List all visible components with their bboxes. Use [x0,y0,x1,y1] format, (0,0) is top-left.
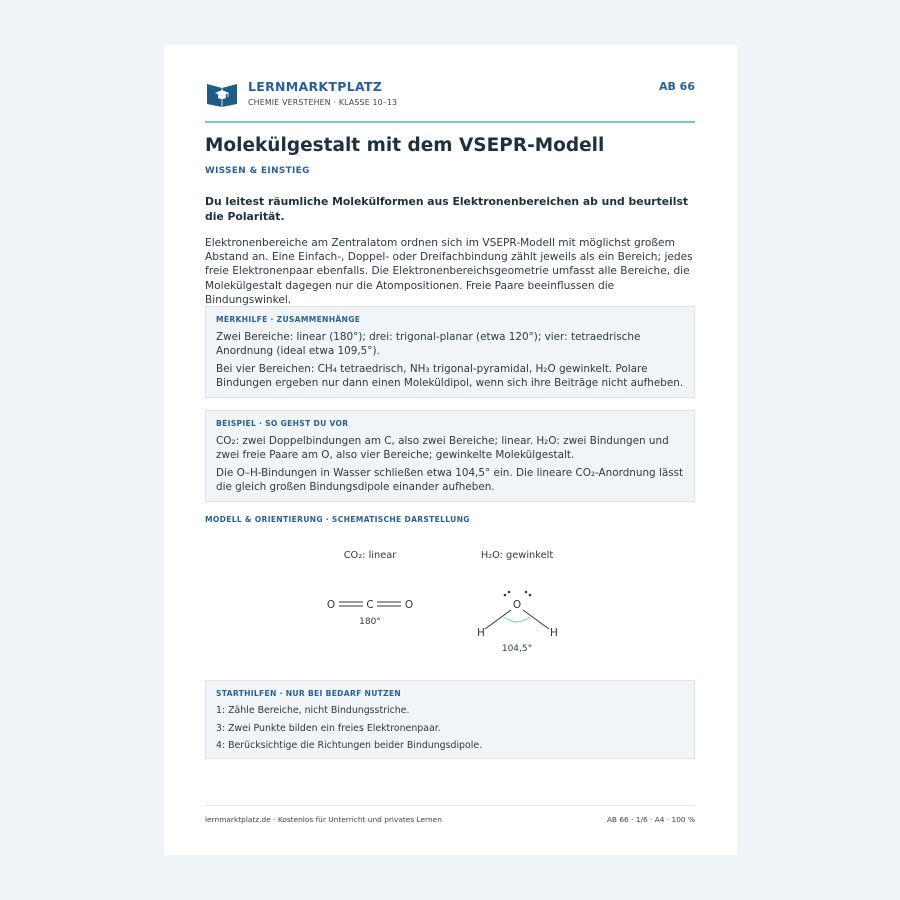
h2o-left-hydrogen: H [477,627,485,639]
beispiel-box [205,410,695,502]
beispiel-paragraph: CO₂: zwei Doppelbindungen am C, also zwei Bereiche; linear. H₂O: zwei Bindungen und zwei freie Paare am O, also vier Bereiche; gewinkelte Molekülgestalt. [216,435,669,461]
hint-item: 4: Berücksichtige die Richtungen beider Bindungsdipole. [216,740,483,751]
merkhilfe-title: MERKHILFE · ZUSAMMENHÄNGE [216,315,361,324]
brand-name: LERNMARKTPLATZ [248,79,383,94]
starthilfen-title: STARTHILFEN · NUR BEI BEDARF NUTZEN [216,689,402,698]
merkhilfe-paragraph: Zwei Bereiche: linear (180°); drei: trigonal-planar (etwa 120°); vier: tetraedrische Anordnung (ideal etwa 109,5°). [216,331,641,357]
footer-site-note: lernmarktplatz.de · Kostenlos für Unterricht und privates Lernen [205,815,442,824]
footer-divider [205,805,695,806]
beispiel-paragraph: Die O–H-Bindungen in Wasser schließen etwa 104,5° ein. Die lineare CO₂-Anordnung lässt die gleich großen Bindungsdipole einander aufheben. [216,467,684,493]
beispiel-title: BEISPIEL · SO GEHST DU VOR [216,419,349,428]
lone-pair-dot [508,591,511,594]
intro-paragraph: Elektronenbereiche am Zentralatom ordnen sich im VSEPR-Modell mit möglichst großem Abstand an. Eine Einfach-, Doppel- oder Dreifachbindung zählt jeweils als ein Bereich; jedes freie Elektronenpaar ebenfalls. Die Elektronenbereichsgeometrie umfasst alle Bereiche, die Molekülgestalt dagegen nur die Atompositionen. Freie Paare beeinflussen die Bindungswinkel. [205,237,693,306]
starthilfen-box [205,680,695,759]
header-divider [205,121,695,123]
co2-left-oxygen: O [326,599,336,611]
page-title: Molekülgestalt mit dem VSEPR-Modell [205,135,605,156]
co2-carbon: C [366,599,374,611]
lone-pair-dot [504,594,507,597]
co2-caption: CO₂: linear [343,550,397,561]
merkhilfe-paragraph: Bei vier Bereichen: CH₄ tetraedrisch, NH₃ trigonal-pyramidal, H₂O gewinkelt. Polare Bindungen ergeben nur dann einen Moleküldipol, wenn sich ihre Beiträge nicht aufheben. [216,363,684,389]
worksheet-page [164,45,737,855]
footer-page-info: AB 66 · 1/6 · A4 · 100 % [606,815,695,824]
h2o-angle-label: 104,5° [501,644,533,654]
hint-item: 1: Zähle Bereiche, nicht Bindungsstriche. [216,705,410,716]
h2o-right-hydrogen: H [550,627,558,639]
co2-right-oxygen: O [404,599,414,611]
lone-pair-dot [525,591,528,594]
open-book-graduation-cap-icon [206,81,238,107]
diagram-section-label: MODELL & ORIENTIERUNG · SCHEMATISCHE DARSTELLUNG [205,515,470,524]
h2o-caption: H₂O: gewinkelt [480,550,554,561]
worksheet-code: AB 66 [658,80,695,93]
merkhilfe-box [205,306,695,398]
section-kicker: WISSEN & EINSTIEG [205,166,310,176]
molecule-diagram [205,535,695,665]
co2-angle-label: 180° [359,617,381,627]
h2o-angle-arc [504,617,530,622]
hint-item: 3: Zwei Punkte bilden ein freies Elektronenpaar. [216,722,441,734]
lone-pair-dot [529,594,532,597]
lead-text: Du leitest räumliche Molekülformen aus Elektronenbereichen ab und beurteilst die Polarität. [205,195,689,223]
header [205,79,695,123]
h2o-oxygen: O [512,599,522,611]
brand-subtitle: CHEMIE VERSTEHEN · KLASSE 10–13 [248,98,398,107]
